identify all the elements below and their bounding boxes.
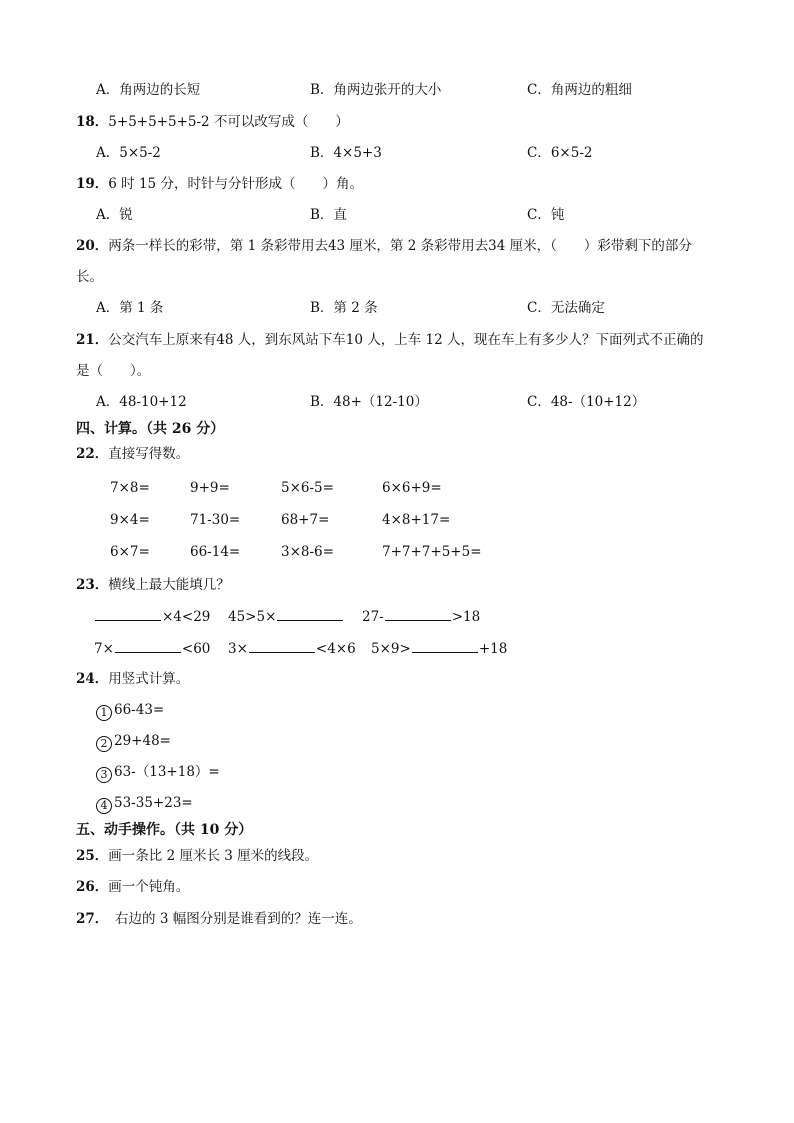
expr-text: <60: [181, 641, 211, 657]
question-text: 用竖式计算。: [108, 671, 190, 687]
question-number: 25．: [76, 848, 109, 864]
fill-blank-item: [371, 642, 507, 657]
fill-blank-item: [362, 610, 480, 625]
q17-option-a: A．角两边的长短: [96, 82, 201, 98]
question-25: [76, 850, 318, 864]
fill-blank-item: [94, 642, 210, 657]
question-text: 横线上最大能填几？: [108, 577, 230, 593]
q17-option-b: B．角两边张开的大小: [310, 82, 442, 98]
question-text: 画一条比 2 厘米长 3 厘米的线段。: [108, 848, 319, 864]
calc-item: 6×7=: [110, 544, 150, 560]
circled-number: 4: [96, 798, 112, 814]
question-text: 6 时 15 分，时针与分针形成（ ）角。: [108, 176, 363, 192]
calc-item: 7+7+7+5+5=: [382, 544, 482, 560]
answer-blank[interactable]: [412, 642, 478, 653]
expr-text: >18: [451, 609, 481, 625]
q20-option-c: C．无法确定: [527, 300, 605, 316]
answer-blank[interactable]: [95, 610, 161, 621]
q18-option-b: B．4×5+3: [310, 145, 382, 161]
vertical-calc-item: [96, 704, 164, 721]
q20-option-a: A．第 1 条: [96, 300, 164, 316]
circled-number: 2: [96, 736, 112, 752]
circled-number: 1: [96, 705, 112, 721]
expr-text: 5×9>: [371, 641, 411, 657]
question-20: [76, 240, 692, 254]
q18-option-c: C．6×5-2: [527, 145, 593, 161]
calc-item: 66-14=: [190, 544, 241, 560]
expr-text: 63-（13+18）=: [114, 764, 220, 780]
question-21-line2: 是（ ）。: [76, 363, 151, 379]
expr-text: 27-: [362, 609, 384, 625]
calc-item: 3×8-6=: [281, 544, 334, 560]
q18-option-a: A．5×5-2: [96, 145, 161, 161]
question-number: 23．: [76, 577, 109, 593]
expr-text: <4×6: [315, 641, 356, 657]
answer-blank[interactable]: [249, 642, 315, 653]
question-text: 公交汽车上原来有48 人，到东风站下车10 人，上车 12 人，现在车上有多少人？下面列式不正确的: [108, 332, 704, 348]
expr-text: 7×: [94, 641, 114, 657]
question-number: 19．: [76, 176, 109, 192]
question-text: 5+5+5+5+5-2 不可以改写成（ ）: [108, 114, 349, 130]
question-number: 20．: [76, 238, 109, 254]
answer-blank[interactable]: [115, 642, 181, 653]
question-21: [76, 334, 704, 348]
question-number: 22．: [76, 446, 109, 462]
question-26: [76, 881, 189, 895]
question-22: [76, 448, 189, 462]
q19-option-b: B．直: [310, 207, 347, 223]
calc-item: 9+9=: [190, 480, 230, 496]
calc-item: 4×8+17=: [382, 512, 451, 528]
question-23: [76, 579, 230, 593]
q21-option-c: C．48-（10+12）: [527, 394, 646, 410]
q21-option-b: B．48+（12-10）: [310, 394, 428, 410]
question-number: 18．: [76, 114, 109, 130]
vertical-calc-item: [96, 735, 171, 752]
fill-blank-item: [228, 642, 356, 657]
calc-item: 71-30=: [190, 512, 241, 528]
question-number: 27．: [76, 911, 102, 927]
calc-item: 6×6+9=: [382, 480, 442, 496]
question-20-line2: 长。: [76, 269, 103, 285]
expr-text: 3×: [228, 641, 248, 657]
vertical-calc-item: [96, 797, 193, 814]
q19-option-a: A．锐: [96, 207, 133, 223]
question-text: 右边的 3 幅图分别是谁看到的？连一连。: [101, 911, 362, 927]
expr-text: 53-35+23=: [114, 795, 193, 811]
question-number: 24．: [76, 671, 109, 687]
expr-text: 45>5×: [228, 609, 277, 625]
calc-item: 9×4=: [110, 512, 150, 528]
question-text: 两条一样长的彩带，第 1 条彩带用去43 厘米，第 2 条彩带用去34 厘米，（ ）彩带剩下的部分: [108, 238, 692, 254]
question-27: [76, 913, 362, 927]
fill-blank-item: [94, 610, 210, 625]
calc-item: 5×6-5=: [281, 480, 334, 496]
expr-text: 66-43=: [114, 702, 165, 718]
answer-blank[interactable]: [385, 610, 451, 621]
question-text: 画一个钝角。: [108, 879, 190, 895]
question-text: 直接写得数。: [108, 446, 190, 462]
q17-option-c: C．角两边的粗细: [527, 82, 632, 98]
q21-option-a: A．48-10+12: [96, 394, 187, 410]
expr-text: +18: [478, 641, 508, 657]
fill-blank-item: [228, 610, 344, 625]
question-number: 26．: [76, 879, 109, 895]
circled-number: 3: [96, 767, 112, 783]
question-24: [76, 673, 189, 687]
calc-item: 68+7=: [281, 512, 330, 528]
question-19: [76, 178, 363, 192]
q20-option-b: B．第 2 条: [310, 300, 378, 316]
expr-text: 29+48=: [114, 733, 171, 749]
section-heading-hands-on: 五、动手操作。（共 10 分）: [76, 822, 253, 838]
vertical-calc-item: [96, 766, 220, 783]
question-number: 21．: [76, 332, 109, 348]
expr-text: ×4<29: [162, 609, 211, 625]
section-heading-calc: 四、计算。（共 26 分）: [76, 421, 225, 437]
question-18: [76, 116, 349, 130]
answer-blank[interactable]: [277, 610, 343, 621]
q19-option-c: C．钝: [527, 207, 565, 223]
calc-item: 7×8=: [110, 480, 150, 496]
